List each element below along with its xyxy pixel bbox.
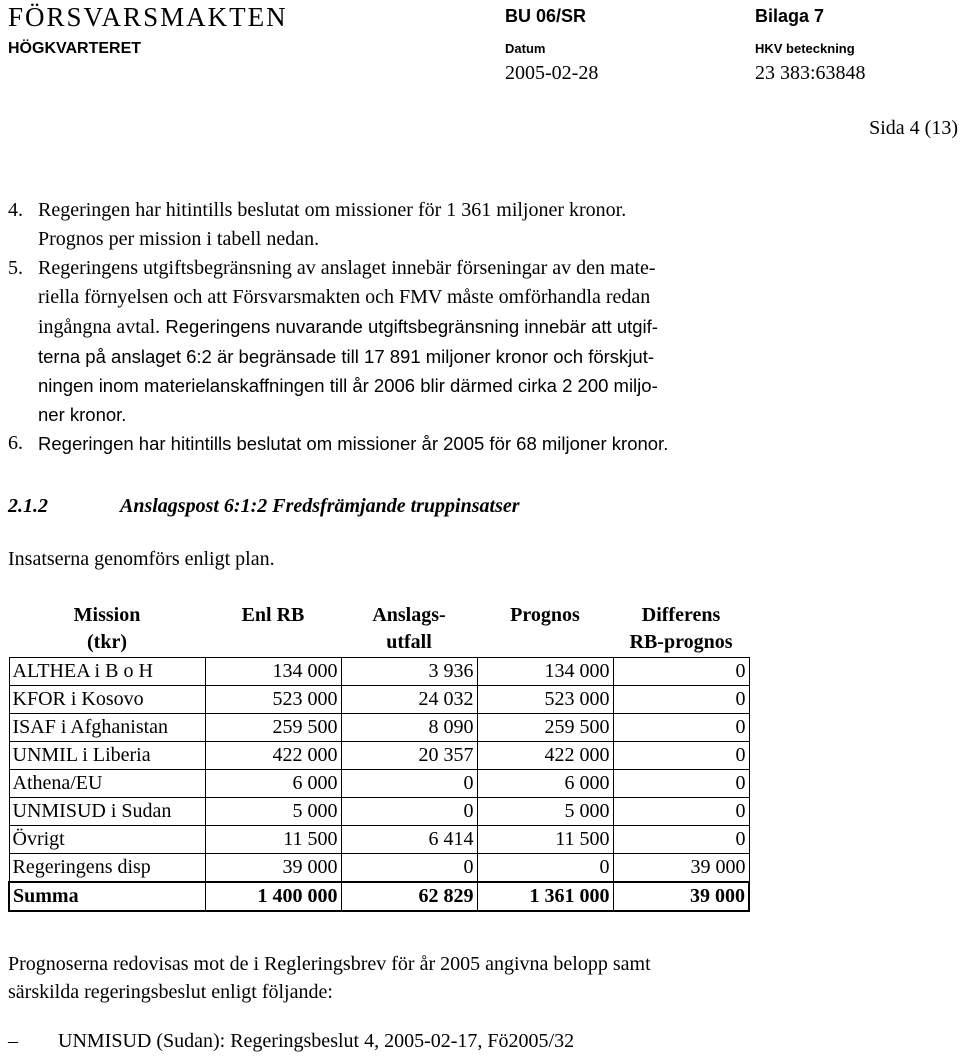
- table-row: [9, 658, 749, 686]
- list-number: 4.: [8, 199, 23, 221]
- table-cell: 0: [613, 742, 749, 770]
- table-cell: 39 000: [613, 854, 749, 883]
- table-row: [9, 742, 749, 770]
- table-cell: 523 000: [205, 686, 341, 714]
- document-id: BU 06/SR: [505, 6, 587, 26]
- table-cell: 0: [341, 798, 477, 826]
- bullet-text: UNMISUD (Sudan): Regeringsbeslut 4, 2005-02-17, Fö2005/32: [58, 1030, 575, 1052]
- table-cell: 11 500: [205, 826, 341, 854]
- table-sum-row: [9, 882, 749, 911]
- date-label: Datum: [505, 41, 546, 56]
- table-cell: 6 000: [477, 770, 613, 798]
- table-cell: Summa: [9, 882, 205, 911]
- table-cell: 134 000: [205, 658, 341, 686]
- text-line: ningen inom materielanskaffningen till år 2006 blir därmed cirka 2 200 miljo-: [38, 375, 658, 396]
- list-text: [38, 196, 798, 254]
- intro-text: Insatserna genomförs enligt plan.: [8, 548, 275, 570]
- text-run: ingångna avtal.: [38, 316, 161, 338]
- table-cell: Övrigt: [9, 826, 205, 854]
- table-cell: 3 936: [341, 658, 477, 686]
- section-title: Anslagspost 6:1:2 Fredsfrämjande truppinsatser: [120, 495, 520, 517]
- text-line: ner kronor.: [38, 404, 127, 425]
- table-row: [9, 854, 749, 883]
- list-text: [38, 254, 798, 429]
- text-line: [38, 312, 798, 342]
- page-number: Sida 4 (13): [869, 117, 958, 139]
- closing-paragraph: [8, 950, 948, 1006]
- table-cell: KFOR i Kosovo: [9, 686, 205, 714]
- table-cell: 5 000: [205, 798, 341, 826]
- table-cell: 0: [613, 686, 749, 714]
- table-row: [9, 686, 749, 714]
- list-number: 6.: [8, 432, 23, 454]
- table-cell: 24 032: [341, 686, 477, 714]
- table-cell: 0: [613, 826, 749, 854]
- table-cell: 134 000: [477, 658, 613, 686]
- table-cell: 0: [613, 658, 749, 686]
- list-item-4: [8, 196, 798, 254]
- table-cell: UNMIL i Liberia: [9, 742, 205, 770]
- text-line: Regeringen har hitintills beslutat om missioner år 2005 för 68 miljoner kronor.: [38, 433, 669, 454]
- table-cell: 0: [613, 798, 749, 826]
- table-cell: 1 361 000: [477, 882, 613, 911]
- column-header-differens: Differens RB-prognos: [629, 604, 733, 653]
- table-cell: UNMISUD i Sudan: [9, 798, 205, 826]
- bullet-item: [8, 1030, 574, 1053]
- table-cell: 20 357: [341, 742, 477, 770]
- table-cell: 0: [477, 854, 613, 883]
- table-cell: 0: [341, 854, 477, 883]
- table-cell: 422 000: [205, 742, 341, 770]
- column-header-prognos: Prognos: [510, 604, 580, 626]
- column-header-enl-rb: Enl RB: [241, 604, 305, 626]
- table-cell: 259 500: [205, 714, 341, 742]
- table-cell: 11 500: [477, 826, 613, 854]
- table-cell: 259 500: [477, 714, 613, 742]
- text-line: Prognos per mission i tabell nedan.: [38, 228, 320, 250]
- column-header-mission: Mission (tkr): [73, 604, 141, 653]
- column-header-anslagsutfall: Anslags- utfall: [372, 604, 446, 653]
- table-cell: 0: [341, 770, 477, 798]
- table-cell: 0: [613, 770, 749, 798]
- text-run: Regeringens nuvarande utgiftsbegränsning innebär att utgif-: [160, 316, 658, 337]
- list-item-5: [8, 254, 798, 429]
- table-cell: 5 000: [477, 798, 613, 826]
- table-cell: 0: [613, 714, 749, 742]
- table-header-row: [9, 602, 749, 658]
- text-line: terna på anslaget 6:2 är begränsade till 17 891 miljoner kronor och förskjut-: [38, 346, 654, 367]
- text-line: riella förnyelsen och att Försvarsmakten och FMV måste omförhandla redan: [38, 286, 651, 308]
- table-cell: 62 829: [341, 882, 477, 911]
- table-cell: 1 400 000: [205, 882, 341, 911]
- budget-table: [8, 602, 750, 912]
- text-line: Regeringens utgiftsbegränsning av anslaget innebär förseningar av den mate-: [38, 257, 656, 279]
- table-cell: 6 000: [205, 770, 341, 798]
- text-line: särskilda regeringsbeslut enligt följande:: [8, 981, 333, 1003]
- section-number: 2.1.2: [8, 495, 48, 517]
- table-row: [9, 714, 749, 742]
- table-row: [9, 798, 749, 826]
- date-value: 2005-02-28: [505, 62, 599, 84]
- bullet-dash: –: [8, 1030, 18, 1052]
- table-cell: ALTHEA i B o H: [9, 658, 205, 686]
- text-line: Prognoserna redovisas mot de i Regleringsbrev för år 2005 angivna belopp samt: [8, 953, 651, 975]
- table-cell: 523 000: [477, 686, 613, 714]
- reference-value: 23 383:63848: [755, 62, 866, 84]
- numbered-list: [8, 196, 798, 458]
- table-cell: 39 000: [205, 854, 341, 883]
- table-cell: Athena/EU: [9, 770, 205, 798]
- list-item-6: [8, 429, 798, 458]
- table-cell: 8 090: [341, 714, 477, 742]
- table-cell: 6 414: [341, 826, 477, 854]
- table-cell: 39 000: [613, 882, 749, 911]
- table-cell: Regeringens disp: [9, 854, 205, 883]
- table-cell: 422 000: [477, 742, 613, 770]
- list-number: 5.: [8, 257, 23, 279]
- organization-name: FÖRSVARSMAKTEN: [8, 2, 288, 32]
- table-row: [9, 826, 749, 854]
- list-text: [38, 429, 798, 458]
- table-row: [9, 770, 749, 798]
- reference-label: HKV beteckning: [755, 41, 855, 56]
- headquarters-label: HÖGKVARTERET: [8, 40, 142, 57]
- text-line: Regeringen har hitintills beslutat om missioner för 1 361 miljoner kronor.: [38, 199, 627, 221]
- table-cell: ISAF i Afghanistan: [9, 714, 205, 742]
- appendix-label: Bilaga 7: [755, 6, 825, 26]
